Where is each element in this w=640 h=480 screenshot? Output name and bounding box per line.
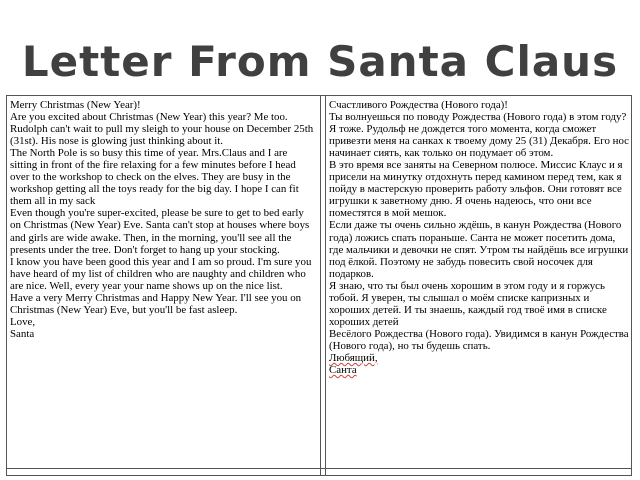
english-greeting: Merry Christmas (New Year)! (10, 99, 141, 111)
russian-signature: Санта (329, 364, 357, 377)
russian-paragraph-1: Ты волнуешься по поводу Рождества (Нового года) в этом году? Я тоже. Рудольф не дождется того момента, когда сможет привезти меня на санках к твоему дому 25 (31) Декабря. Его нос начинает сиять, как только он подумает об этом. (329, 111, 630, 160)
english-paragraph-4: I know you have been good this year and I am so proud. I'm sure you have heard of my list of children who are naughty and children who are nice. Well, every year your name shows up on the nice list. (10, 255, 312, 292)
english-paragraph-3: Even though you're super-excited, please be sure to get to bed early on Christmas (New Year) Eve. Santa can't stop at houses where boys and girls are wide awake. Then, in the morning, you'll see all the presents under the tree. Don't forget to hang up your stocking. (10, 207, 310, 256)
russian-column (325, 96, 632, 475)
page-title: Letter From Santa Claus (21, 37, 619, 86)
russian-paragraph-5: Весёлого Рождества (Нового года). Увидимся в канун Рождества (Нового года), но ты будешь спать. (329, 327, 629, 352)
english-column (7, 96, 321, 475)
english-signature: Santa (10, 327, 35, 340)
russian-paragraph-3: Если даже ты очень сильно ждёшь, в канун Рождества (Нового года) ложись спать пораньше. Санта не может посетить дома, где мальчики и девочки не спят. Утром ты найдёшь все игрушки под ёлкой. Поэтому не забудь повесить свой носочек для подарков. (329, 219, 629, 280)
english-paragraph-5: Have a very Merry Christmas and Happy New Year. I'll see you on Christmas (New Year) Eve, but you'll be fast asleep. (10, 291, 302, 316)
english-paragraph-1: Are you excited about Christmas (New Year) this year? Me too. Rudolph can't wait to pull my sleigh to your house on December 25th (31st). His nose is glowing just thinking about it. (10, 111, 314, 148)
russian-closing: Любящий, (329, 351, 378, 364)
english-paragraph-2: The North Pole is so busy this time of year. Mrs.Claus and I are sitting in front of the fire relaxing for a few minutes before I head over to the workshop to check on the elves. They are busy in the workshop getting all the toys ready for the big day. I hope I can fit them all in my sack (10, 147, 299, 208)
russian-paragraph-4: Я знаю, что ты был очень хорошим в этом году и я горжусь тобой. Я уверен, ты слышал о моём списке капризных и хороших детей. И ты знаешь, каждый год твоё имя в списке хороших детей (329, 279, 607, 328)
letter-table (6, 95, 632, 476)
table-bottom-rule (7, 468, 631, 469)
english-closing: Love, (10, 315, 36, 328)
russian-paragraph-2: В это время все заняты на Северном полюсе. Миссис Клаус и я присели на минутку отдохнуть перед камином перед тем, как я пойду в мастерскую проверить работу эльфов. Они готовят все игрушки к заветному дню. Я очень надеюсь, что они все поместятся в мой мешок. (329, 159, 623, 220)
russian-greeting: Счастливого Рождества (Нового года)! (329, 99, 508, 111)
